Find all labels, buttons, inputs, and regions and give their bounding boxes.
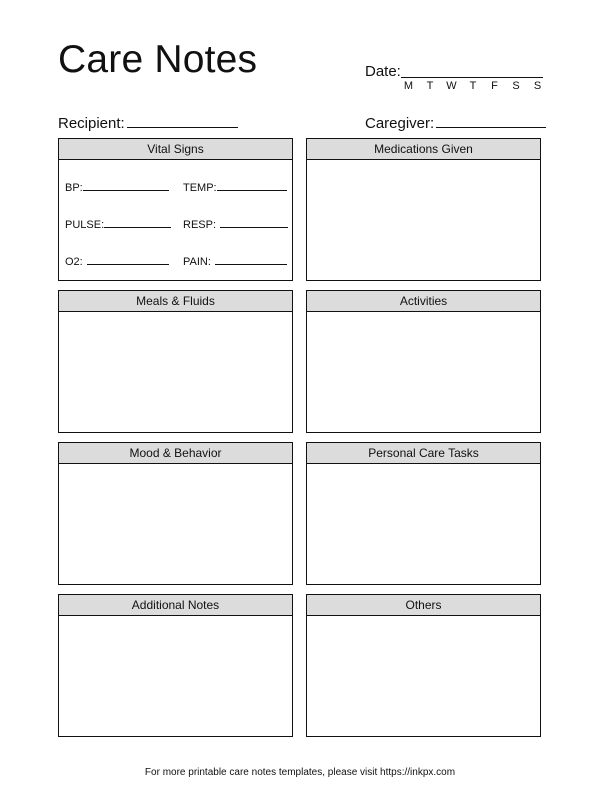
pain-label: PAIN:: [183, 256, 211, 268]
personal-care-header: Personal Care Tasks: [307, 443, 540, 464]
pain-input-line[interactable]: [215, 255, 287, 265]
meals-fluids-header: Meals & Fluids: [59, 291, 292, 312]
date-label: Date:: [365, 63, 401, 80]
footer-text: For more printable care notes templates, please visit https://inkpx.com: [144, 767, 456, 778]
pulse-label: PULSE:: [65, 219, 105, 231]
date-field-line[interactable]: [401, 77, 543, 78]
weekday-fri[interactable]: F: [491, 80, 498, 92]
page-title: Care Notes: [58, 38, 258, 81]
vital-signs-section: [58, 138, 293, 281]
weekday-sat[interactable]: S: [512, 80, 520, 92]
bp-input-line[interactable]: [83, 181, 169, 191]
weekday-thu[interactable]: T: [469, 80, 477, 92]
pulse-field: [65, 218, 171, 231]
caregiver-input-line[interactable]: [436, 115, 546, 128]
additional-notes-header: Additional Notes: [59, 595, 292, 616]
resp-field: [183, 218, 288, 231]
others-header: Others: [307, 595, 540, 616]
weekday-wed[interactable]: W: [446, 80, 457, 92]
pulse-input-line[interactable]: [104, 218, 171, 228]
pain-field: [183, 255, 287, 268]
temp-label: TEMP:: [183, 182, 217, 194]
additional-notes-section[interactable]: [58, 594, 293, 737]
caregiver-field: [365, 115, 546, 132]
activities-section[interactable]: [306, 290, 541, 433]
o2-label: O2:: [65, 256, 83, 268]
caregiver-label: Caregiver:: [365, 115, 435, 132]
o2-input-line[interactable]: [87, 255, 169, 265]
o2-field: [65, 255, 169, 268]
recipient-input-line[interactable]: [127, 115, 238, 128]
activities-header: Activities: [307, 291, 540, 312]
vital-signs-header: Vital Signs: [59, 139, 292, 160]
weekday-mon[interactable]: M: [403, 80, 414, 92]
meals-fluids-section[interactable]: [58, 290, 293, 433]
others-section[interactable]: [306, 594, 541, 737]
bp-field: [65, 181, 169, 194]
recipient-label: Recipient:: [58, 115, 125, 132]
bp-label: BP:: [65, 182, 83, 194]
temp-input-line[interactable]: [217, 181, 287, 191]
personal-care-section[interactable]: [306, 442, 541, 585]
weekday-sun[interactable]: S: [533, 80, 542, 92]
mood-behavior-section[interactable]: [58, 442, 293, 585]
weekday-tue[interactable]: T: [426, 80, 434, 92]
resp-label: RESP:: [183, 219, 217, 231]
medications-section[interactable]: [306, 138, 541, 281]
weekday-row: [398, 80, 548, 92]
resp-input-line[interactable]: [220, 218, 288, 228]
mood-behavior-header: Mood & Behavior: [59, 443, 292, 464]
temp-field: [183, 181, 287, 194]
recipient-field: [58, 115, 238, 132]
medications-header: Medications Given: [307, 139, 540, 160]
